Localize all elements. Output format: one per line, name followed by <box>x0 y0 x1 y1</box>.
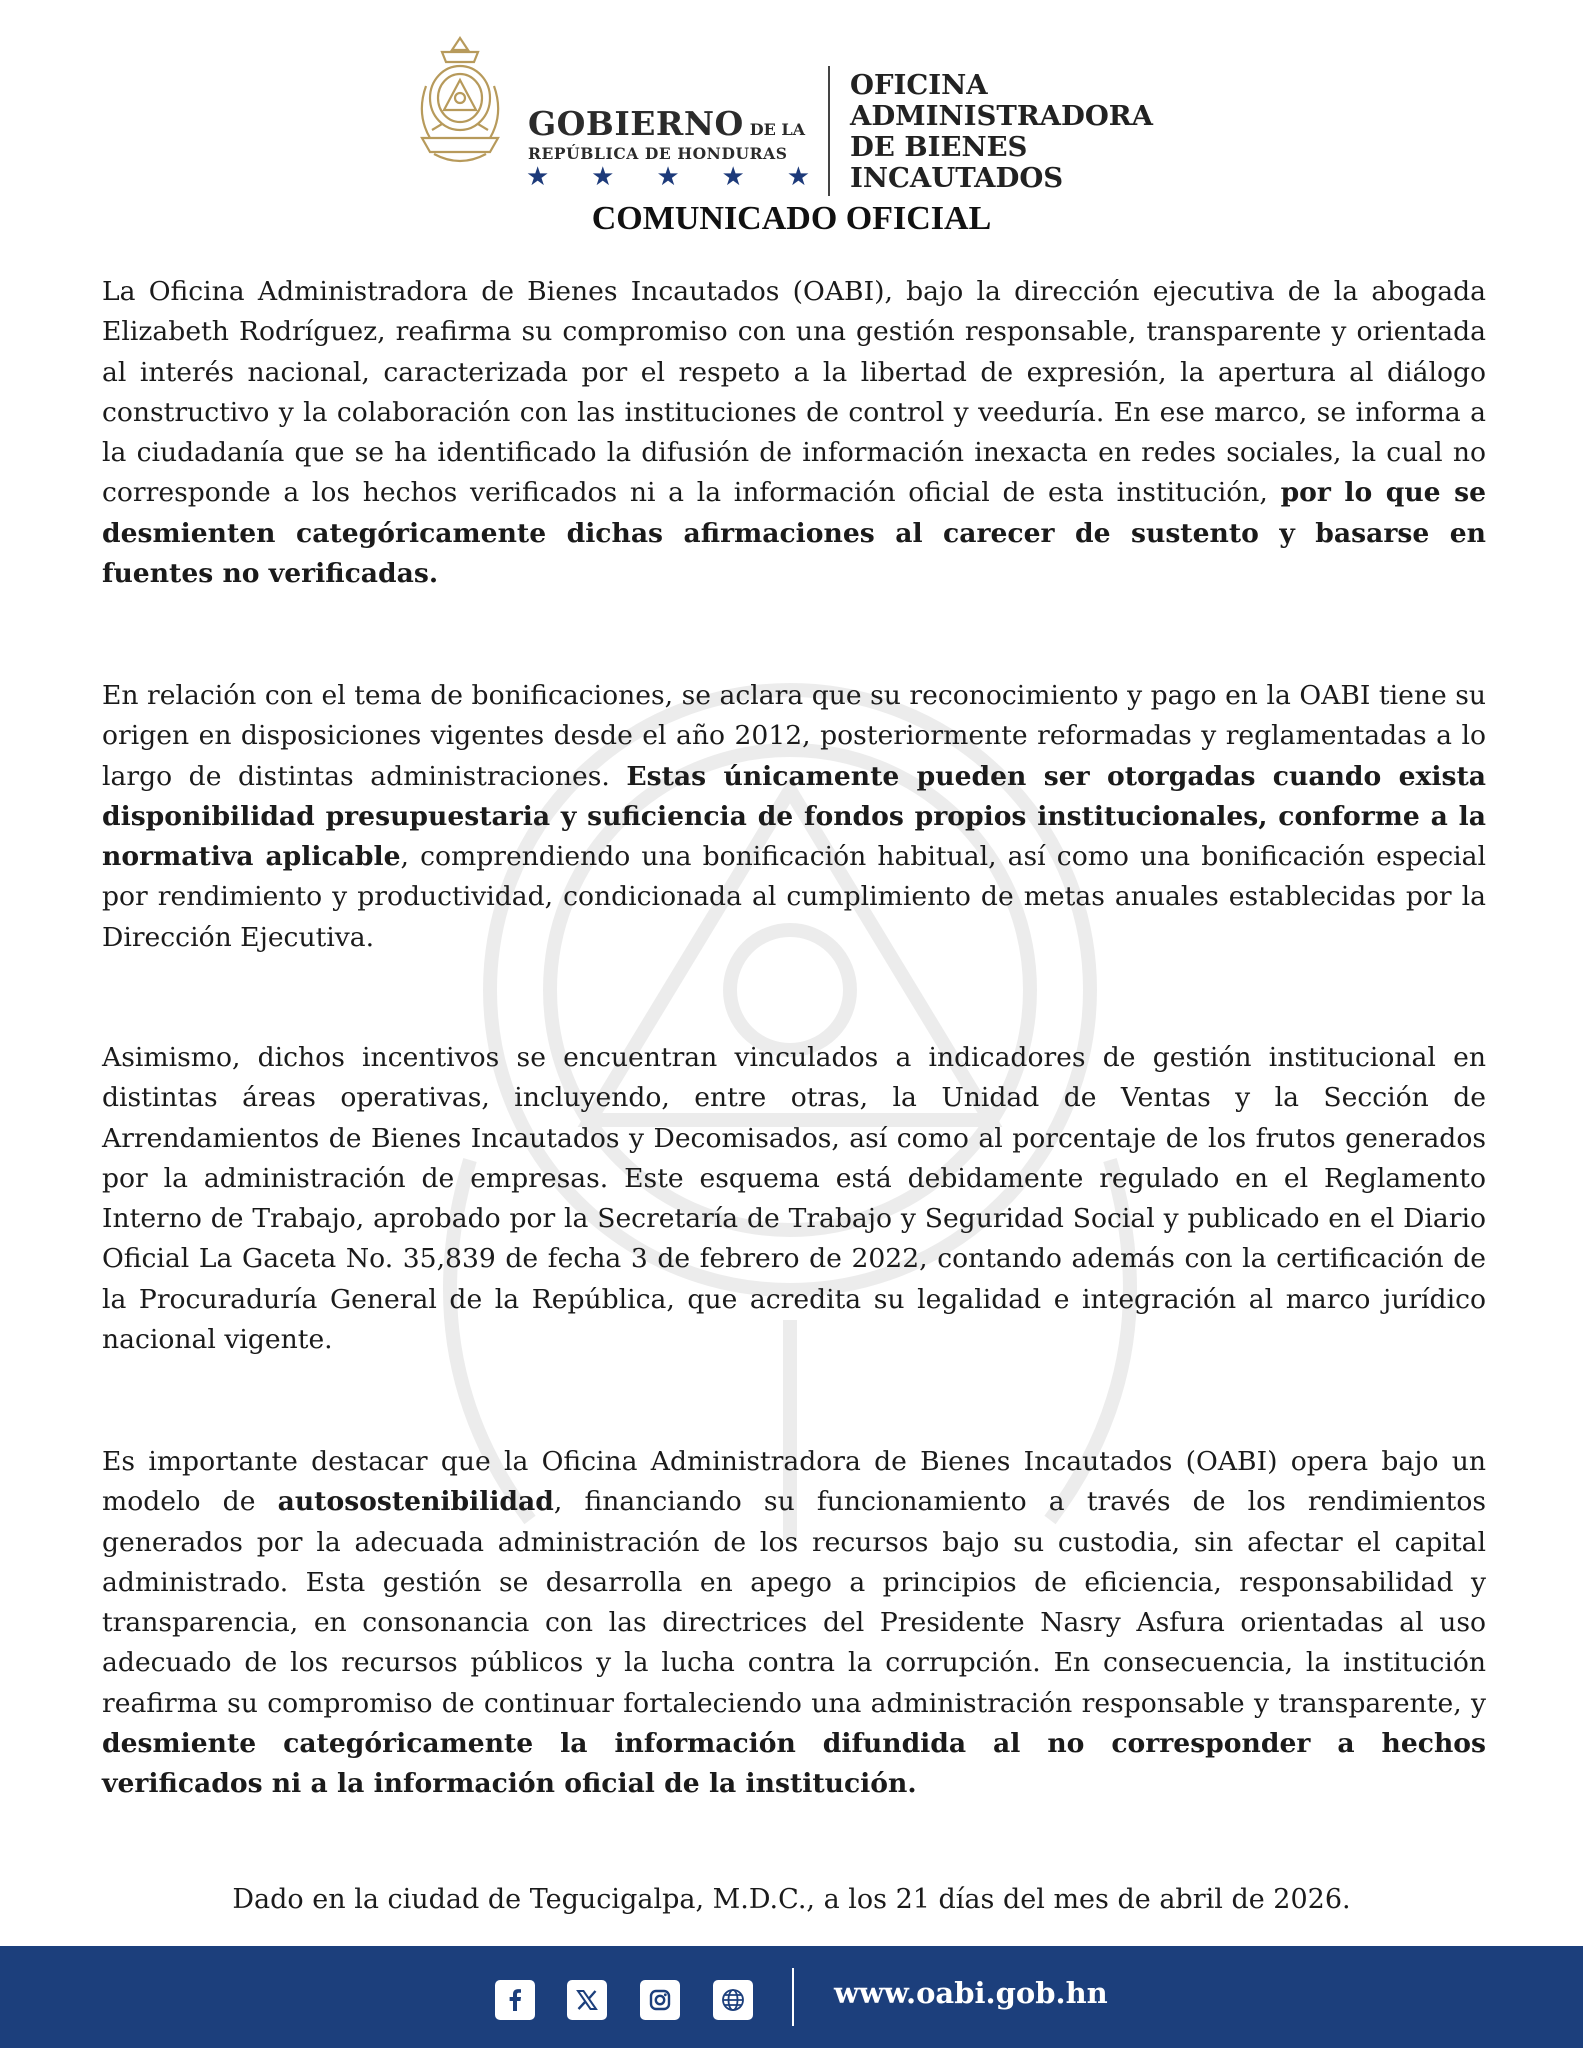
office-name-line: ADMINISTRADORA <box>850 100 1153 132</box>
document-title: COMUNICADO OFICIAL <box>591 200 992 237</box>
header-divider <box>828 66 830 196</box>
paragraph-4-bold: autosostenibilidad <box>277 1486 554 1518</box>
office-name <box>850 70 1153 194</box>
instagram-icon <box>647 1987 673 2013</box>
letterhead <box>0 32 1583 194</box>
government-country: REPÚBLICA DE HONDURAS <box>528 144 788 163</box>
instagram-link[interactable] <box>640 1980 680 2020</box>
office-name-line: DE BIENES <box>850 131 1028 163</box>
government-name-suffix: DE LA <box>749 120 806 139</box>
globe-icon <box>719 1986 747 2014</box>
government-name <box>528 104 805 143</box>
paragraph-2-text-end: , comprendiendo una bonificación habitual, así como una bonificación especial por rendimiento y productividad, condicionada al cumplimiento de metas anuales establecidas por la Dirección Ejecutiva. <box>102 841 1486 953</box>
x-icon <box>574 1987 600 2013</box>
paragraph-2-text: En relación con el tema de bonificaciones, se aclara que su reconocimiento y pago en la OABI tiene su origen en disposiciones vigentes desde el año 2012, posteriormente reformadas y reglamentadas a lo largo de distintas administraciones. <box>102 680 1486 792</box>
star-icon: ★ <box>786 162 810 192</box>
facebook-link[interactable] <box>495 1980 535 2020</box>
paragraph-3 <box>102 1038 1486 1360</box>
paragraph-2-bold: Estas únicamente pueden ser otorgadas cuando exista disponibilidad presupuestaria y suficiencia de fondos propios institucionales, conforme a la normativa aplicable <box>102 760 1486 873</box>
footer-bar <box>0 1946 1583 2048</box>
paragraph-4-text-mid: , financiando su funcionamiento a través de los rendimientos generados por la adecuada administración de los recursos bajo su custodia, sin afectar el capital administrado. Esta gestión se desarrolla en apego a principios de eficiencia, responsabilidad y transparencia, en consonancia con las directrices del Presidente Nasry Asfura orientadas al uso adecuado de los recursos públicos y la lucha contra la corrupción. En consecuencia, la institución reafirma su compromiso de continuar fortaleciendo una administración responsable y transparente, y <box>102 1486 1486 1719</box>
paragraph-4-text: Es importante destacar que la Oficina Administradora de Bienes Incautados (OABI) opera bajo un modelo de <box>102 1446 1486 1518</box>
paragraph-1-text: La Oficina Administradora de Bienes Incautados (OABI), bajo la dirección ejecutiva de la abogada Elizabeth Rodríguez, reafirma su compromiso con una gestión responsable, transparente y orientada al interés nacional, caracterizada por el respeto a la libertad de expresión, la apertura al diálogo constructivo y la colaboración con las instituciones de control y veeduría. En ese marco, se informa a la ciudadanía que se ha identificado la difusión de información inexacta en redes sociales, la cual no corresponde a los hechos verificados ni a la información oficial de esta institución, <box>102 276 1486 509</box>
website-link-icon[interactable] <box>713 1980 753 2020</box>
star-row <box>526 164 810 190</box>
star-icon: ★ <box>721 162 745 192</box>
star-icon: ★ <box>526 162 550 192</box>
paragraph-1 <box>102 272 1486 594</box>
office-name-line: OFICINA <box>850 69 988 101</box>
website-url[interactable]: www.oabi.gob.hn <box>834 1976 1108 2010</box>
paragraph-3-text: Asimismo, dichos incentivos se encuentran vinculados a indicadores de gestión institucional en distintas áreas operativas, incluyendo, entre otras, la Unidad de Ventas y la Sección de Arrendamientos de Bienes Incautados y Decomisados, así como al porcentaje de los frutos generados por la administración de empresas. Este esquema está debidamente regulado en el Reglamento Interno de Trabajo, aprobado por la Secretaría de Trabajo y Seguridad Social y publicado en el Diario Oficial La Gaceta No. 35,839 de fecha 3 de febrero de 2022, contando además con la certificación de la Procuraduría General de la República, que acredita su legalidad e integración al marco jurídico nacional vigente. <box>102 1042 1486 1356</box>
paragraph-2 <box>102 676 1486 958</box>
government-name-main: GOBIERNO <box>528 104 744 143</box>
office-name-line: INCAUTADOS <box>850 162 1064 194</box>
x-link[interactable] <box>567 1980 607 2020</box>
star-icon: ★ <box>591 162 615 192</box>
footer-divider <box>792 1968 794 2026</box>
paragraph-1-bold: por lo que se desmienten categóricamente dichas afirmaciones al carecer de sustento y basarse en fuentes no verificadas. <box>102 477 1486 590</box>
facebook-icon <box>502 1987 528 2013</box>
honduras-coat-of-arms-icon <box>412 34 508 170</box>
closing-date-line: Dado en la ciudad de Tegucigalpa, M.D.C., a los 21 días del mes de abril de 2026. <box>232 1884 1351 1915</box>
paragraph-4 <box>102 1442 1486 1805</box>
paragraph-4-bold-end: desmiente categóricamente la información difundida al no corresponder a hechos verificados ni a la información oficial de la institución. <box>102 1728 1486 1800</box>
star-icon: ★ <box>656 162 680 192</box>
